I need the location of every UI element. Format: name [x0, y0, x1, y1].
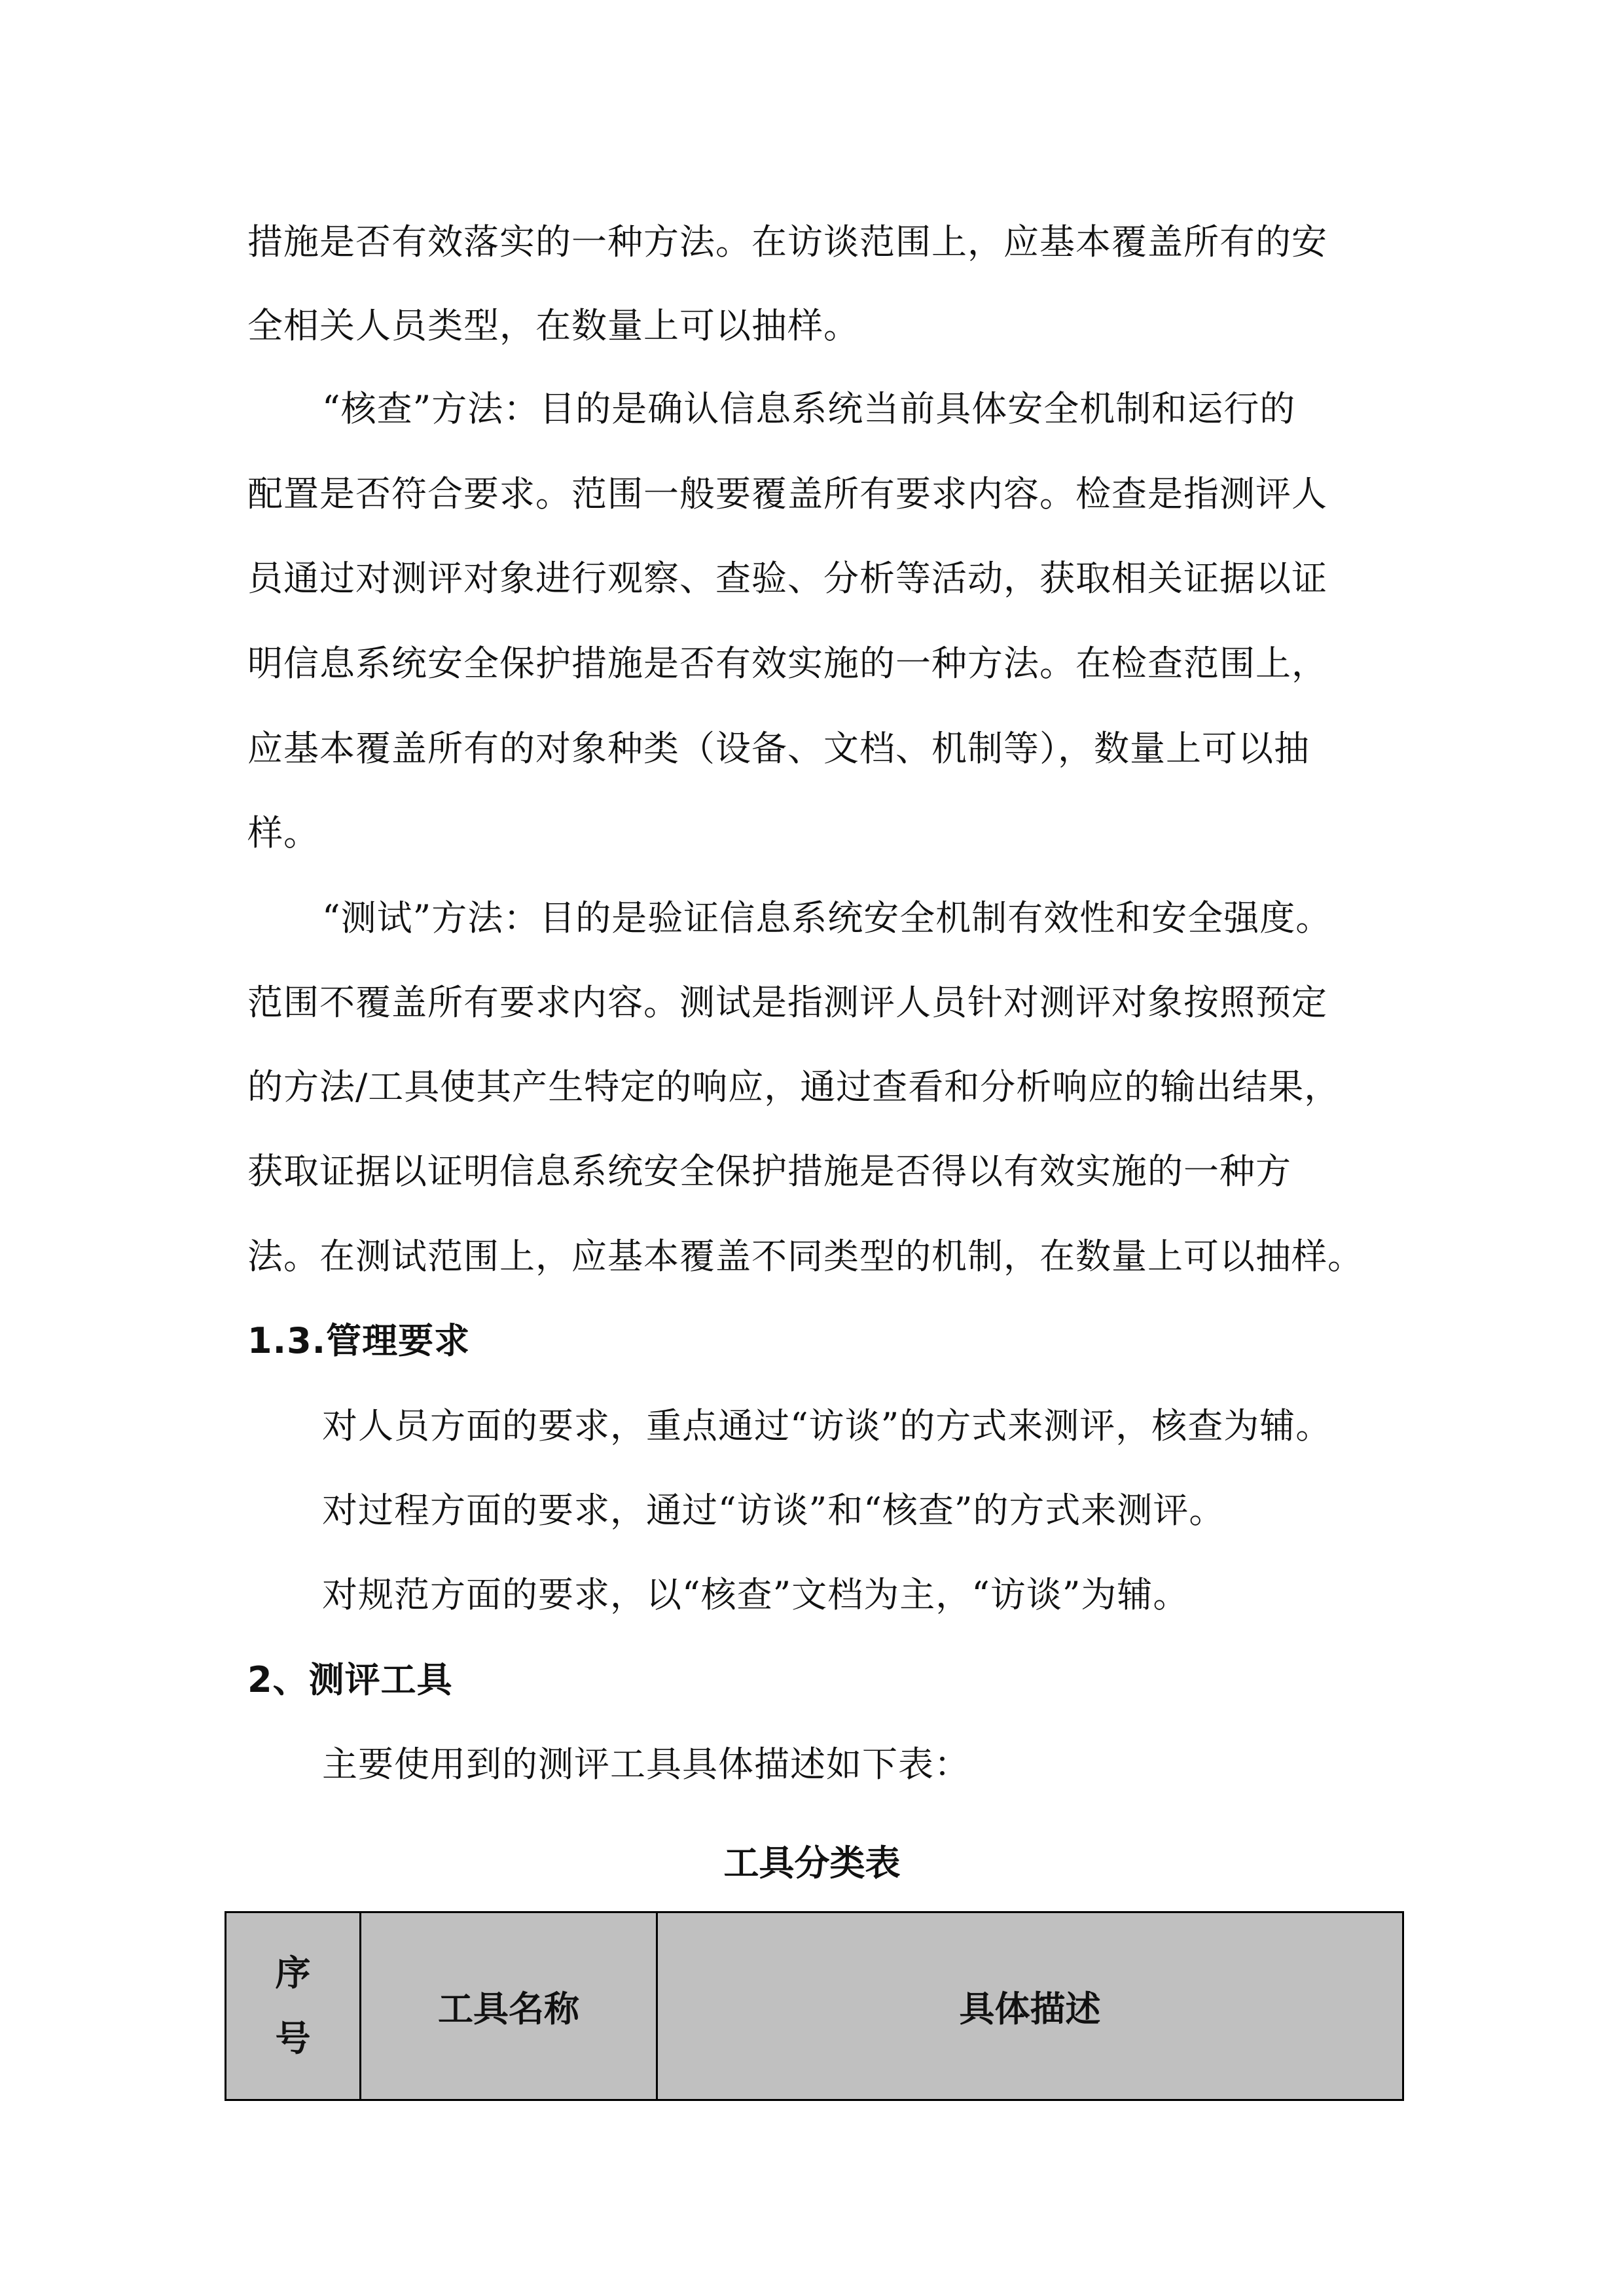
paragraph-line: “核查”方法：目的是确认信息系统当前具体安全机制和运行的 [322, 388, 1296, 429]
paragraph-line: 明信息系统安全保护措施是否有效实施的一种方法。在检查范围上， [247, 643, 1327, 684]
paragraph-line: 范围不覆盖所有要求内容。测试是指测评人员针对测评对象按照预定 [247, 982, 1327, 1023]
paragraph-line: 的方法/工具使其产生特定的响应，通过查看和分析响应的输出结果， [247, 1066, 1341, 1107]
paragraph-line: 全相关人员类型，在数量上可以抽样。 [247, 305, 859, 346]
paragraph-line: 员通过对测评对象进行观察、查验、分析等活动，获取相关证据以证 [247, 558, 1327, 599]
requirement-item: 对过程方面的要求，通过“访谈”和“核查”的方式来测评。 [322, 1490, 1225, 1531]
header-cell-name: 工具名称 [361, 1912, 657, 2100]
requirement-item: 对规范方面的要求，以“核查”文档为主，“访谈”为辅。 [322, 1574, 1189, 1615]
paragraph-line: 法。在测试范围上，应基本覆盖不同类型的机制，在数量上可以抽样。 [247, 1236, 1363, 1277]
paragraph-line: 措施是否有效落实的一种方法。在访谈范围上，应基本覆盖所有的安 [247, 221, 1327, 262]
section-heading: 1.3.管理要求 [247, 1320, 471, 1361]
requirement-item: 对人员方面的要求，重点通过“访谈”的方式来测评，核查为辅。 [322, 1405, 1332, 1446]
paragraph-line: 样。 [247, 812, 319, 853]
table-caption: 工具分类表 [723, 1842, 901, 1884]
paragraph-line: “测试”方法：目的是验证信息系统安全机制有效性和安全强度。 [322, 897, 1332, 939]
header-cell-description: 具体描述 [657, 1912, 1403, 2100]
paragraph-line: 配置是否符合要求。范围一般要覆盖所有要求内容。检查是指测评人 [247, 473, 1327, 514]
table-header-row [226, 1912, 1403, 2100]
header-seq-char: 序 [275, 1952, 311, 1994]
header-cell-seq [226, 1912, 361, 2100]
paragraph-line: 应基本覆盖所有的对象种类（设备、文档、机制等），数量上可以抽 [247, 728, 1310, 769]
section-intro: 主要使用到的测评工具具体描述如下表： [322, 1744, 970, 1785]
paragraph-line: 获取证据以证明信息系统安全保护措施是否得以有效实施的一种方 [247, 1151, 1291, 1192]
section-heading: 2、测评工具 [247, 1659, 453, 1700]
tool-table [225, 1911, 1404, 2101]
header-seq-char: 号 [275, 2018, 311, 2059]
